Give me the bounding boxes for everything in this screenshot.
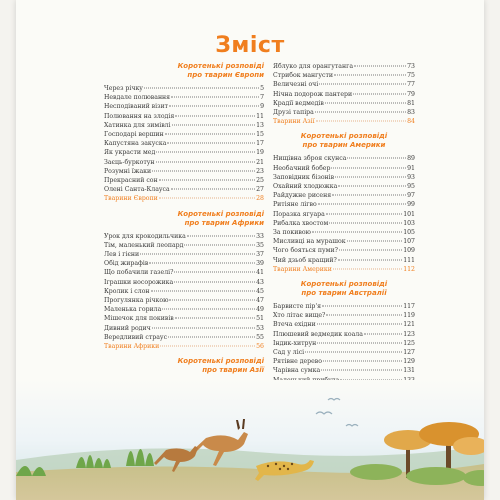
entry-title: Мисливці на мурашок: [273, 238, 346, 246]
entry-page-number: 95: [407, 183, 415, 191]
entry-page-number: 39: [256, 260, 264, 268]
dot-leader: [144, 88, 259, 89]
dot-leader: [160, 346, 255, 347]
entry-page-number: 123: [403, 330, 415, 338]
entry-page-number: 99: [407, 201, 415, 209]
toc-entry: [104, 241, 264, 250]
toc-entry: [273, 339, 415, 348]
entry-page-number: 93: [407, 173, 415, 181]
entry-page-number: 121: [403, 321, 415, 329]
toc-entry-section-index: [104, 194, 264, 203]
entry-title: Тварини Африки: [104, 343, 160, 351]
section-heading-line: про тварин Європи: [187, 71, 264, 79]
dot-leader: [364, 333, 402, 334]
entry-title: Кролик і слон: [104, 287, 150, 295]
dot-leader: [319, 84, 406, 85]
dot-leader: [174, 272, 255, 273]
entry-page-number: 47: [256, 297, 264, 305]
dot-leader: [171, 189, 255, 190]
book-page: [16, 0, 484, 500]
dot-leader: [354, 66, 406, 67]
entry-title: Заповідник бізонів: [273, 173, 335, 181]
entry-page-number: 111: [403, 256, 415, 264]
entry-page-number: 53: [256, 324, 264, 332]
entry-title: Урок для крокодильчика: [104, 232, 186, 240]
section-heading-line: про тварин Африки: [184, 218, 264, 227]
dot-leader: [172, 124, 256, 125]
toc-entry: [273, 348, 415, 357]
dot-leader: [175, 115, 255, 116]
entry-title: Що побачили газелі?: [104, 269, 174, 277]
toc-left-column: [104, 62, 264, 435]
entry-page-number: 97: [407, 192, 415, 200]
entry-title: Крадії ведмедів: [273, 99, 324, 107]
entry-title: Рибалка хвостом: [273, 219, 329, 227]
entry-title: Лев і гієни: [104, 251, 140, 259]
toc-entry: [104, 333, 264, 342]
entry-title: Тварини Європи: [104, 195, 158, 203]
toc-entry: [104, 148, 264, 157]
dot-leader: [305, 352, 402, 353]
toc-entry: [104, 185, 264, 194]
entry-title: Прогулянка річкою: [104, 297, 169, 305]
entry-page-number: 117: [403, 303, 415, 311]
entry-title: Плюшевий ведмедик коала: [273, 330, 363, 338]
entry-title: Тварини Азії: [273, 118, 315, 126]
section-heading-line: Коротенькі розповіді: [300, 132, 388, 141]
dot-leader: [332, 195, 406, 196]
entry-title: Індик-хитрун: [273, 339, 317, 347]
entry-title: Тім, маленький леопард: [104, 241, 184, 249]
entry-page-number: 35: [256, 241, 264, 249]
entry-page-number: 79: [407, 90, 415, 98]
entry-title: Заєць-буркотун: [104, 158, 155, 166]
section-heading-line: про тварин Америки: [302, 141, 386, 150]
dot-leader: [338, 259, 402, 260]
dot-leader: [159, 180, 255, 181]
toc-entry: [104, 287, 264, 296]
toc-entry: [273, 200, 415, 209]
entry-title: Господарі вершин: [104, 131, 164, 139]
entry-page-number: 21: [256, 158, 264, 166]
dot-leader: [168, 336, 255, 337]
dot-leader: [175, 318, 255, 319]
entry-page-number: 103: [403, 219, 415, 227]
entry-page-number: 55: [256, 333, 264, 341]
entry-page-number: 28: [256, 195, 264, 203]
toc-entry: [273, 311, 415, 320]
toc-entry: [273, 246, 415, 255]
toc-entry: [273, 366, 415, 375]
toc-entry: [104, 296, 264, 305]
savanna-illustration: [16, 380, 484, 500]
toc-entry: [273, 302, 415, 311]
dot-leader: [152, 170, 255, 171]
dot-leader: [326, 315, 402, 316]
toc-entry: [273, 182, 415, 191]
toc-right-column: [273, 62, 415, 422]
toc-entry: [104, 112, 264, 121]
toc-entry: [104, 250, 264, 259]
toc-entry: [104, 232, 264, 241]
toc-entry: [273, 210, 415, 219]
dot-leader: [167, 143, 255, 144]
entry-page-number: 43: [256, 278, 264, 286]
entry-page-number: 5: [260, 85, 264, 92]
dot-leader: [184, 244, 255, 245]
entry-page-number: 25: [256, 177, 264, 185]
dot-leader: [149, 263, 255, 264]
entry-title: Хто літає вище?: [273, 312, 326, 320]
section-heading: [273, 132, 415, 150]
entry-page-number: 77: [407, 81, 415, 89]
entry-title: Хатинка для зимівлі: [104, 121, 171, 129]
toc-entry: [273, 330, 415, 339]
toc-entry: [273, 90, 415, 99]
toc-entry: [273, 219, 415, 228]
entry-title: Обід жирафів: [104, 260, 149, 268]
toc-entry: [104, 324, 264, 333]
entry-page-number: 23: [256, 167, 264, 175]
dot-leader: [312, 232, 402, 233]
toc-entry: [273, 108, 415, 117]
dot-leader: [171, 97, 259, 98]
entry-title: Нічна подорож пантери: [273, 90, 353, 98]
entry-page-number: 107: [403, 238, 415, 246]
toc-entry: [273, 71, 415, 80]
toc-entry: [104, 314, 264, 323]
entry-page-number: 81: [407, 99, 415, 107]
entry-page-number: 51: [256, 315, 264, 323]
dot-leader: [326, 213, 402, 214]
dot-leader: [318, 204, 406, 205]
toc-entry: [273, 99, 415, 108]
dot-leader: [339, 250, 402, 251]
section-heading: [104, 62, 264, 80]
toc-entry: [104, 84, 264, 93]
toc-entry: [104, 167, 264, 176]
entry-title: Нищівна зброя скунса: [273, 155, 347, 163]
toc-entry: [104, 176, 264, 185]
dot-leader: [321, 370, 402, 371]
dot-leader: [323, 361, 402, 362]
toc-entry: [273, 320, 415, 329]
entry-title: Друзі тапіра: [273, 109, 314, 117]
toc-entry: [273, 357, 415, 366]
entry-title: Несподіваний візит: [104, 103, 169, 111]
entry-page-number: 73: [407, 63, 415, 70]
entry-title: Тварини Америки: [273, 265, 332, 273]
dot-leader: [329, 222, 402, 223]
section-heading-line: Коротенькі розповіді: [177, 209, 264, 218]
entry-title: Розумні їжаки: [104, 167, 152, 175]
dot-leader: [347, 241, 403, 242]
toc-entry: [104, 278, 264, 287]
entry-title: Стрибок мангусти: [273, 72, 334, 80]
entry-page-number: 89: [407, 155, 415, 163]
entry-title: Необачний бобер: [273, 164, 331, 172]
dot-leader: [338, 186, 406, 187]
entry-title: Чий дзьоб кращий?: [273, 256, 337, 264]
entry-page-number: 75: [407, 72, 415, 80]
dot-leader: [335, 176, 406, 177]
dot-leader: [317, 324, 403, 325]
entry-title: Чарівна сумка: [273, 367, 321, 375]
section-heading-line: Коротенькі розповіді: [177, 62, 264, 70]
dot-leader: [347, 158, 406, 159]
entry-title: Через річку: [104, 85, 143, 92]
entry-title: Прекрасний сон: [104, 177, 158, 185]
entry-title: Полювання на злодія: [104, 112, 175, 120]
entry-page-number: 56: [256, 343, 264, 351]
entry-page-number: 37: [256, 251, 264, 259]
toc-entry: [104, 102, 264, 111]
toc-entry: [273, 191, 415, 200]
entry-title: Втеча ехідни: [273, 321, 316, 329]
dot-leader: [322, 306, 402, 307]
entry-title: Поразка ягуара: [273, 210, 325, 218]
entry-page-number: 9: [260, 103, 264, 111]
entry-page-number: 45: [256, 287, 264, 295]
entry-title: Іграшки носорожика: [104, 278, 174, 286]
dot-leader: [152, 327, 255, 328]
dot-leader: [162, 309, 255, 310]
entry-title: За покивою: [273, 229, 311, 237]
dot-leader: [325, 102, 406, 103]
entry-title: Вередливий страус: [104, 333, 168, 341]
toc-entry: [273, 164, 415, 173]
toc-entry: [104, 93, 264, 102]
entry-page-number: 125: [403, 339, 415, 347]
dot-leader: [174, 281, 255, 282]
section-heading-line: про тварин Азії: [202, 366, 264, 375]
dot-leader: [331, 167, 406, 168]
entry-page-number: 15: [256, 131, 264, 139]
toc-entry: [104, 268, 264, 277]
entry-page-number: 27: [256, 186, 264, 194]
dot-leader: [165, 134, 255, 135]
entry-title: Капустяна закуска: [104, 140, 167, 148]
entry-title: Величезні очі: [273, 81, 319, 89]
toc-entry: [273, 80, 415, 89]
entry-title: Олені Санта-Клауса: [104, 186, 170, 194]
section-heading: [104, 210, 264, 228]
toc-entry: [104, 305, 264, 314]
dot-leader: [334, 75, 406, 76]
entry-title: Яблуко для орангутанга: [273, 63, 354, 70]
dot-leader: [169, 300, 255, 301]
entry-page-number: 109: [403, 247, 415, 255]
dot-leader: [317, 342, 402, 343]
entry-title: Мішечок для покивів: [104, 315, 174, 323]
entry-title: Ритіяне лігво: [273, 201, 317, 209]
toc-entry: [273, 237, 415, 246]
dot-leader: [156, 161, 256, 162]
toc-entry: [273, 256, 415, 265]
dot-leader: [316, 121, 407, 122]
entry-page-number: 101: [403, 210, 415, 218]
entry-page-number: 131: [403, 367, 415, 375]
section-heading-line: Коротенькі розповіді: [177, 357, 264, 366]
toc-entry-section-index: [273, 265, 415, 274]
dot-leader: [140, 254, 255, 255]
toc-entry: [273, 173, 415, 182]
entry-title: Сад у лісі: [273, 349, 305, 357]
section-heading-line: про тварин Австралії: [301, 289, 387, 298]
entry-page-number: 33: [256, 232, 264, 240]
dot-leader: [159, 198, 255, 199]
toc-entry: [273, 62, 415, 71]
toc-entry: [104, 158, 264, 167]
entry-title: Як украсти мед: [104, 149, 156, 157]
entry-title: Дивний родич: [104, 324, 151, 332]
entry-page-number: 112: [403, 265, 415, 273]
entry-page-number: 17: [256, 140, 264, 148]
entry-page-number: 91: [407, 164, 415, 172]
entry-title: Рятівне дерево: [273, 358, 323, 366]
section-heading: [104, 357, 264, 375]
toc-entry-section-index: [273, 117, 415, 126]
entry-page-number: 11: [256, 112, 264, 120]
dot-leader: [187, 235, 255, 236]
entry-page-number: 49: [256, 306, 264, 314]
section-heading: [273, 280, 415, 298]
entry-title: Чого бояться пуми?: [273, 247, 338, 255]
dot-leader: [333, 268, 402, 269]
toc-entry-section-index: [104, 342, 264, 351]
entry-title: Райдужне рисеня: [273, 192, 332, 200]
entry-page-number: 7: [260, 94, 264, 102]
dot-leader: [151, 290, 256, 291]
dot-leader: [156, 152, 255, 153]
page-title: Зміст: [215, 33, 285, 58]
toc-entry: [104, 130, 264, 139]
entry-page-number: 84: [407, 118, 415, 126]
entry-page-number: 127: [403, 349, 415, 357]
dot-leader: [353, 93, 406, 94]
toc-entry: [273, 154, 415, 163]
entry-page-number: 129: [403, 358, 415, 366]
entry-page-number: 13: [256, 121, 264, 129]
toc-entry: [104, 139, 264, 148]
dot-leader: [169, 106, 259, 107]
entry-page-number: 19: [256, 149, 264, 157]
section-heading-line: Коротенькі розповіді: [300, 280, 388, 289]
entry-title: Барвисте пір'я: [273, 303, 321, 311]
toc-entry: [104, 121, 264, 130]
entry-page-number: 41: [256, 269, 264, 277]
entry-title: Охайний хлодюжка: [273, 183, 338, 191]
dot-leader: [315, 112, 406, 113]
toc-entry: [104, 259, 264, 268]
toc-entry: [273, 228, 415, 237]
entry-page-number: 105: [403, 229, 415, 237]
entry-title: Невдале полювання: [104, 94, 171, 102]
entry-title: Маленька горила: [104, 306, 162, 314]
entry-page-number: 119: [403, 312, 415, 320]
entry-page-number: 83: [407, 109, 415, 117]
